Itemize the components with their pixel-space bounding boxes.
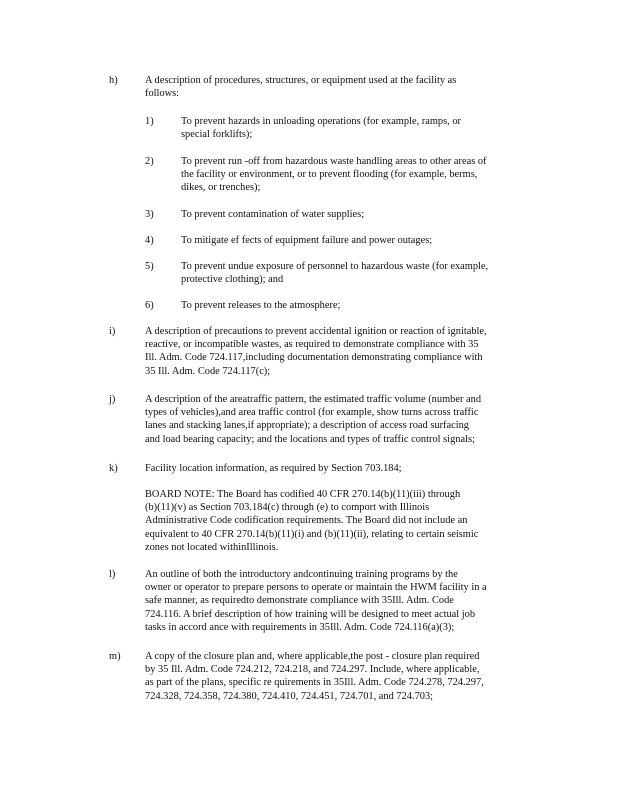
text-line: reactive, or incompatible wastes, as required to demonstrate compliance with 35: [145, 339, 479, 351]
text-line: the facility or environment, or to prevent flooding (for example, berms,: [181, 169, 478, 181]
sub-item-number: 4): [145, 235, 154, 246]
text-line: To mitigate ef fects of equipment failure and power outages;: [181, 235, 433, 246]
item-text: [145, 462, 537, 475]
text-line: A description of precautions to prevent accidental ignition or reaction of ignitable,: [145, 326, 487, 337]
text-line: zones not located withinIllinois.: [145, 541, 279, 553]
text-line: Facility location information, as required by Section 703.184;: [145, 463, 402, 474]
sub-item-text: [181, 299, 537, 312]
sub-item-text: [181, 208, 537, 221]
sub-item-number: 2): [145, 156, 154, 167]
text-line: equivalent to 40 CFR 270.14(b)(11)(i) and (b)(11)(ii), relating to certain seismic: [145, 528, 479, 540]
board-note: [145, 488, 537, 554]
item-label: k): [109, 463, 118, 474]
item-label: h): [109, 75, 118, 86]
sub-item-number: 6): [145, 300, 154, 311]
text-line: safe manner, as requiredto demonstrate compliance with 35Ill. Adm. Code: [145, 595, 454, 607]
item-text: [145, 74, 537, 100]
text-line: types of vehicles),and area traffic control (for example, show turns across traffic: [145, 407, 479, 419]
text-line: To prevent hazards in unloading operations (for example, ramps, or: [181, 116, 462, 127]
sub-item-number: 3): [145, 209, 154, 220]
text-line: 724.116. A brief description of how training will be designed to meet actual job: [145, 608, 476, 620]
text-line: 724.328, 724.358, 724.380, 724.410, 724.451, 724.701, and 724.703;: [145, 690, 434, 702]
text-line: Administrative Code codification requirements. The Board did not include an: [145, 515, 468, 527]
text-line: To prevent contamination of water supplies;: [181, 209, 365, 220]
text-line: 35 Ill. Adm. Code 724.117(c);: [145, 365, 271, 377]
item-text: [145, 650, 537, 703]
text-line: dikes, or trenches);: [181, 182, 261, 194]
text-line: A description of the areatraffic pattern, the estimated traffic volume (number and: [145, 394, 482, 405]
item-text: [145, 393, 537, 446]
item-label: m): [109, 651, 121, 662]
item-label: i): [109, 326, 116, 337]
text-line: tasks in accord ance with requirements in 35Ill. Adm. Code 724.116(a)(3);: [145, 621, 455, 633]
sub-item-text: [181, 260, 537, 286]
text-line: A description of procedures, structures, or equipment used at the facility as: [145, 75, 457, 86]
text-line: protective clothing); and: [181, 274, 284, 286]
sub-item-text: [181, 234, 537, 247]
text-line: Ill. Adm. Code 724.117,including documentation demonstrating compliance with: [145, 352, 483, 364]
text-line: as part of the plans, specific re quirements in 35Ill. Adm. Code 724.278, 724.297,: [145, 677, 484, 689]
text-line: and load bearing capacity; and the locations and types of traffic control signals;: [145, 433, 475, 445]
item-label: l): [109, 569, 116, 580]
item-text: [145, 325, 537, 378]
sub-item-text: [181, 115, 537, 141]
text-line: special forklifts);: [181, 129, 253, 141]
text-line: To prevent releases to the atmosphere;: [181, 300, 341, 311]
sub-item-text: [181, 155, 537, 195]
text-line: To prevent undue exposure of personnel to hazardous waste (for example,: [181, 261, 489, 272]
text-line: An outline of both the introductory andcontinuing training programs by the: [145, 569, 458, 580]
text-line: follows:: [145, 88, 180, 100]
text-line: (b)(11)(v) as Section 703.184(c) through (e) to comport with Illinois: [145, 502, 430, 514]
text-line: by 35 Ill. Adm. Code 724.212, 724.218, and 724.297. Include, where applicable,: [145, 664, 480, 676]
sub-item-number: 5): [145, 261, 154, 272]
item-label: j): [109, 394, 116, 405]
text-line: BOARD NOTE: The Board has codified 40 CFR 270.14(b)(11)(iii) through: [145, 489, 461, 500]
sub-item-number: 1): [145, 116, 154, 127]
text-line: owner or operator to prepare persons to operate or maintain the HWM facility in a: [145, 582, 487, 594]
text-line: A copy of the closure plan and, where applicable,the post - closure plan required: [145, 651, 480, 662]
text-line: lanes and stacking lanes,if appropriate); a description of access road surfacing: [145, 420, 470, 432]
item-text: [145, 568, 537, 634]
text-line: To prevent run -off from hazardous waste handling areas to other areas of: [181, 156, 487, 167]
